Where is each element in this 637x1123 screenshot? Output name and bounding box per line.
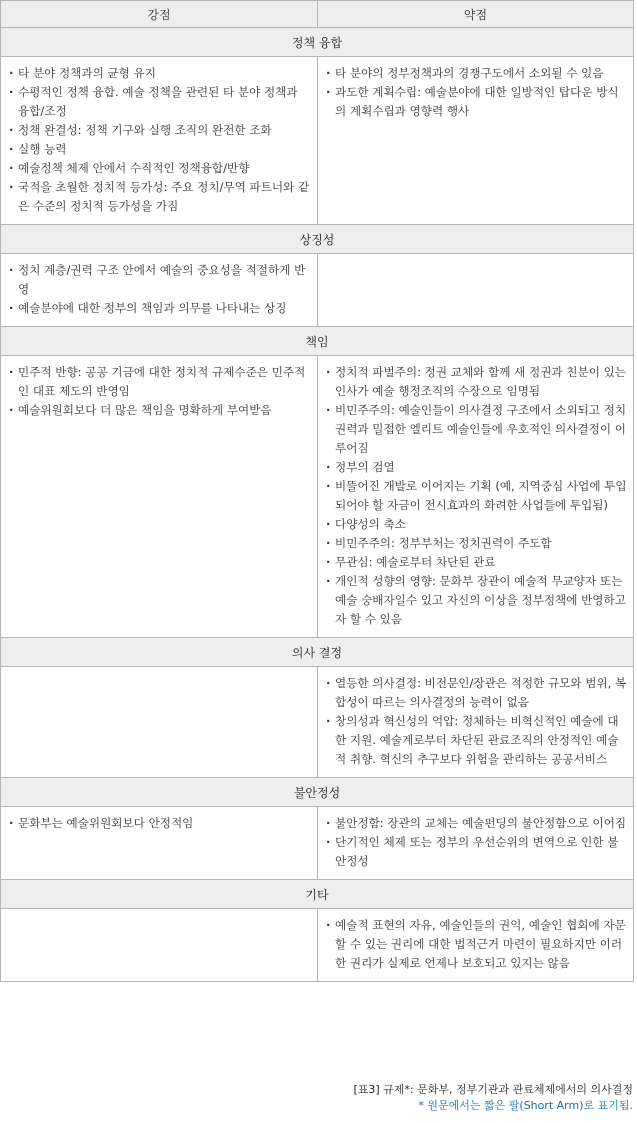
section-header-row bbox=[1, 225, 634, 254]
strengths-list bbox=[9, 814, 311, 833]
section-content-row bbox=[1, 807, 634, 880]
weaknesses-item: · 예술적 표현의 자유, 예술인들의 권익, 예술인 협회에 자문할 수 있는 권리에 대한 법적근거 마련이 필요하지만 이러한 권리가 실제로 언제나 보호되고 있지는 않음 bbox=[326, 916, 627, 973]
weaknesses-cell bbox=[318, 57, 634, 225]
strengths-item: · 예술분야에 대한 정부의 책임과 의무를 나타내는 상징 bbox=[9, 299, 311, 318]
weaknesses-item: · 비민주주의: 정부부처는 정치권력이 주도함 bbox=[326, 534, 627, 553]
weaknesses-item: · 단기적인 체제 또는 정부의 우선순위의 변역으로 인한 불안정성 bbox=[326, 833, 627, 871]
weaknesses-item: · 불안정함: 장관의 교체는 예술펀딩의 불안정함으로 이어짐 bbox=[326, 814, 627, 833]
weaknesses-cell bbox=[318, 807, 634, 880]
strengths-cell bbox=[1, 254, 318, 327]
weaknesses-item: · 무관심: 예술로부터 차단된 관료 bbox=[326, 553, 627, 572]
caption-title: [표3] 규제*: 문화부, 정부기관과 관료체제에서의 의사결정 bbox=[353, 1083, 633, 1096]
section-title: 정책 융합 bbox=[1, 28, 634, 57]
section-header-row bbox=[1, 778, 634, 807]
weaknesses-item: · 정부의 검열 bbox=[326, 458, 627, 477]
strengths-cell bbox=[1, 356, 318, 638]
section-content-row bbox=[1, 57, 634, 225]
weaknesses-item: · 과도한 계획수립: 예술분야에 대한 일방적인 탑다운 방식의 계획수립과 영향력 행사 bbox=[326, 83, 627, 121]
caption-note: * 원문에서는 짧은 팔(Short Arm)로 표기됨. bbox=[418, 1099, 633, 1112]
weaknesses-list bbox=[326, 916, 627, 973]
section-content-row bbox=[1, 254, 634, 327]
section-header-row bbox=[1, 880, 634, 909]
weaknesses-item: · 다양성의 축소 bbox=[326, 515, 627, 534]
strengths-item: · 타 분야 정책과의 균형 유지 bbox=[9, 64, 311, 83]
strengths-cell bbox=[1, 807, 318, 880]
strengths-item: · 민주적 반향: 공공 기금에 대한 정치적 규제수준은 민주적인 대표 제도의 반영임 bbox=[9, 363, 311, 401]
weaknesses-list bbox=[326, 814, 627, 871]
section-content-row bbox=[1, 667, 634, 778]
weaknesses-cell bbox=[318, 356, 634, 638]
strengths-item: · 수평적인 정책 융합. 예술 정책을 관련된 타 분야 정책과 융합/조정 bbox=[9, 83, 311, 121]
strengths-column-header: 강점 bbox=[1, 1, 318, 28]
section-content-row bbox=[1, 909, 634, 982]
strengths-cell bbox=[1, 909, 318, 982]
weaknesses-list bbox=[326, 363, 627, 629]
weaknesses-item: · 정치적 파벌주의: 정권 교체와 함께 새 정권과 친분이 있는 인사가 예술 행정조직의 수장으로 임명됨 bbox=[326, 363, 627, 401]
weaknesses-item: · 창의성과 혁신성의 억압: 정체하는 비혁신적인 예술에 대한 지원. 예술계로부터 차단된 관료조직의 안정적인 예술적 취향. 혁신의 추구보다 위험을 관리하는 공공서비스 bbox=[326, 712, 627, 769]
section-title: 기타 bbox=[1, 880, 634, 909]
weaknesses-item: · 타 분야의 정부정책과의 경쟁구도에서 소외될 수 있음 bbox=[326, 64, 627, 83]
section-header-row bbox=[1, 327, 634, 356]
weaknesses-item: · 비뚤어진 개발로 이어지는 기획 (예, 지역중심 사업에 투입되어야 할 자금이 전시효과의 화려한 사업들에 투입됨) bbox=[326, 477, 627, 515]
weaknesses-list bbox=[326, 674, 627, 769]
weaknesses-item: · 열등한 의사결정: 비전문인/장관은 적정한 규모와 범위, 복합성이 따르는 의사결정의 능력이 없음 bbox=[326, 674, 627, 712]
strengths-item: · 예술정책 체제 안에서 수직적인 정책융합/반향 bbox=[9, 159, 311, 178]
strengths-item: · 정책 완결성: 정책 기구와 실행 조직의 완전한 조화 bbox=[9, 121, 311, 140]
weaknesses-cell bbox=[318, 909, 634, 982]
table-caption bbox=[353, 1082, 633, 1114]
column-header-row bbox=[1, 1, 634, 28]
strengths-cell bbox=[1, 57, 318, 225]
section-title: 의사 결정 bbox=[1, 638, 634, 667]
section-header-row bbox=[1, 638, 634, 667]
section-title: 상징성 bbox=[1, 225, 634, 254]
strengths-list bbox=[9, 64, 311, 216]
section-content-row bbox=[1, 356, 634, 638]
section-title: 책임 bbox=[1, 327, 634, 356]
strengths-item: · 문화부는 예술위원회보다 안정적임 bbox=[9, 814, 311, 833]
strengths-item: · 실행 능력 bbox=[9, 140, 311, 159]
weaknesses-item: · 개인적 성향의 영향: 문화부 장관이 예술적 무교양자 또는 예술 숭배자일수 있고 자신의 이상을 정부정책에 반영하고자 할 수 있음 bbox=[326, 572, 627, 629]
strengths-item: · 예술위원회보다 더 많은 책임을 명확하게 부여받음 bbox=[9, 401, 311, 420]
strengths-cell bbox=[1, 667, 318, 778]
strengths-list bbox=[9, 261, 311, 318]
weaknesses-cell bbox=[318, 667, 634, 778]
weaknesses-cell bbox=[318, 254, 634, 327]
table-body bbox=[1, 28, 634, 982]
section-title: 불안정성 bbox=[1, 778, 634, 807]
strengths-item: · 국적을 초월한 정치적 등가성: 주요 정치/무역 파트너와 같은 수준의 정치적 등가성을 가짐 bbox=[9, 178, 311, 216]
weaknesses-column-header: 약점 bbox=[318, 1, 634, 28]
section-header-row bbox=[1, 28, 634, 57]
strengths-list bbox=[9, 363, 311, 420]
weaknesses-item: · 비민주주의: 예술인들이 의사결정 구조에서 소외되고 정치권력과 밀접한 엘리트 예술인들에 우호적인 의사결정이 이루어짐 bbox=[326, 401, 627, 458]
strengths-item: · 정치 계층/권력 구조 안에서 예술의 중요성을 적절하게 반영 bbox=[9, 261, 311, 299]
weaknesses-list bbox=[326, 64, 627, 121]
